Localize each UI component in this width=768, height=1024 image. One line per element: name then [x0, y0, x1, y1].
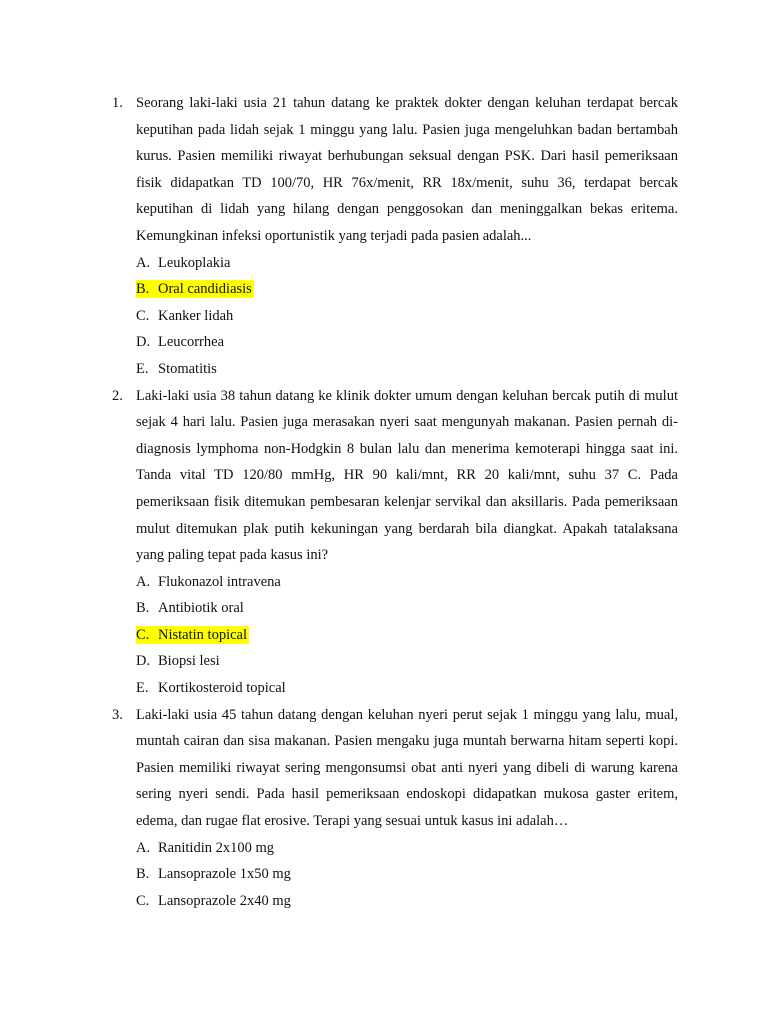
option-letter: B.	[136, 281, 150, 298]
option-b	[136, 595, 678, 622]
option-text: Lansoprazole 2x40 mg	[158, 892, 291, 909]
question-text: Laki-laki usia 45 tahun datang dengan keluhan nyeri perut sejak 1 minggu yang lalu, mual, muntah cairan dan sisa makanan. Pasien mengaku juga muntah berwarna hitam seperti kopi. Pasien memiliki riwayat sering mengonsumsi obat anti nyeri yang dibeli di warung karena sering nyeri sendi. Pada hasil pemeriksaan endoskopi didapatkan mukosa gaster eritem, edema, dan rugae flat erosive. Terapi yang sesuai untuk kasus ini adalah…	[136, 706, 678, 830]
question-3	[112, 702, 678, 915]
option-letter: A.	[136, 254, 151, 271]
option-d	[136, 329, 678, 356]
option-a	[136, 569, 678, 596]
option-text: Biopsi lesi	[158, 653, 220, 670]
question-list	[112, 90, 678, 914]
option-c-highlighted	[136, 622, 678, 649]
option-text: Flukonazol intravena	[158, 573, 281, 590]
option-letter: E.	[136, 680, 149, 697]
option-b-highlighted	[136, 276, 678, 303]
question-text: Laki-laki usia 38 tahun datang ke klinik dokter umum dengan keluhan bercak putih di mulut sejak 4 hari lalu. Pasien juga merasakan nyeri saat mengunyah makanan. Pasien pernah di-diagnosis lymphoma non-Hodgkin 8 bulan lalu dan menerima kemoterapi hingga saat ini. Tanda vital TD 120/80 mmHg, HR 90 kali/mnt, RR 20 kali/mnt, suhu 37 C. Pada pemeriksaan fisik ditemukan pembesaran kelenjar servikal dan aksillaris. Pada pemeriksaan mulut ditemukan plak putih kekuningan yang berdarah bila diangkat. Apakah tatalaksana yang paling tepat pada kasus ini?	[136, 387, 678, 564]
option-letter: A.	[136, 573, 151, 590]
option-c	[136, 888, 678, 915]
option-letter: E.	[136, 360, 149, 377]
question-2	[112, 383, 678, 702]
option-e	[136, 675, 678, 702]
option-a	[136, 250, 678, 277]
option-letter: D.	[136, 653, 151, 670]
option-letter: C.	[136, 307, 150, 324]
option-letter: B.	[136, 866, 150, 883]
option-letter: A.	[136, 839, 151, 856]
option-list	[136, 569, 678, 702]
option-letter: C.	[136, 626, 150, 643]
option-text: Kortikosteroid topical	[158, 680, 286, 697]
option-text: Leucorrhea	[158, 334, 225, 351]
option-text: Ranitidin 2x100 mg	[158, 839, 274, 856]
answer-highlight	[136, 280, 254, 298]
question-number: 1.	[112, 95, 123, 111]
option-letter: B.	[136, 600, 150, 617]
question-text: Seorang laki-laki usia 21 tahun datang ke praktek dokter dengan keluhan terdapat bercak keputihan pada lidah sejak 1 minggu yang lalu. Pasien juga mengeluhkan badan bertambah kurus. Pasien memiliki riwayat berhubungan seksual dengan PSK. Dari hasil pemeriksaan fisik didapatkan TD 100/70, HR 76x/menit, RR 18x/menit, suhu 36, terdapat bercak keputihan di lidah yang hilang dengan penggosokan dan meninggalkan bekas eritema. Kemungkinan infeksi oportunistik yang terjadi pada pasien adalah...	[136, 95, 678, 244]
option-c	[136, 303, 678, 330]
option-text: Antibiotik oral	[158, 600, 244, 617]
option-text: Nistatin topical	[158, 626, 247, 643]
option-text: Leukoplakia	[158, 254, 231, 271]
option-letter: C.	[136, 892, 150, 909]
question-number: 3.	[112, 706, 123, 723]
option-text: Stomatitis	[158, 360, 217, 377]
option-text: Oral candidiasis	[158, 281, 252, 298]
option-a	[136, 835, 678, 862]
option-d	[136, 648, 678, 675]
option-text: Kanker lidah	[158, 307, 234, 324]
option-b	[136, 861, 678, 888]
option-text: Lansoprazole 1x50 mg	[158, 866, 291, 883]
question-1	[112, 90, 678, 383]
answer-highlight	[136, 626, 249, 644]
option-letter: D.	[136, 334, 151, 351]
option-e	[136, 356, 678, 383]
option-list	[136, 250, 678, 383]
question-number: 2.	[112, 387, 123, 404]
option-list	[136, 835, 678, 915]
